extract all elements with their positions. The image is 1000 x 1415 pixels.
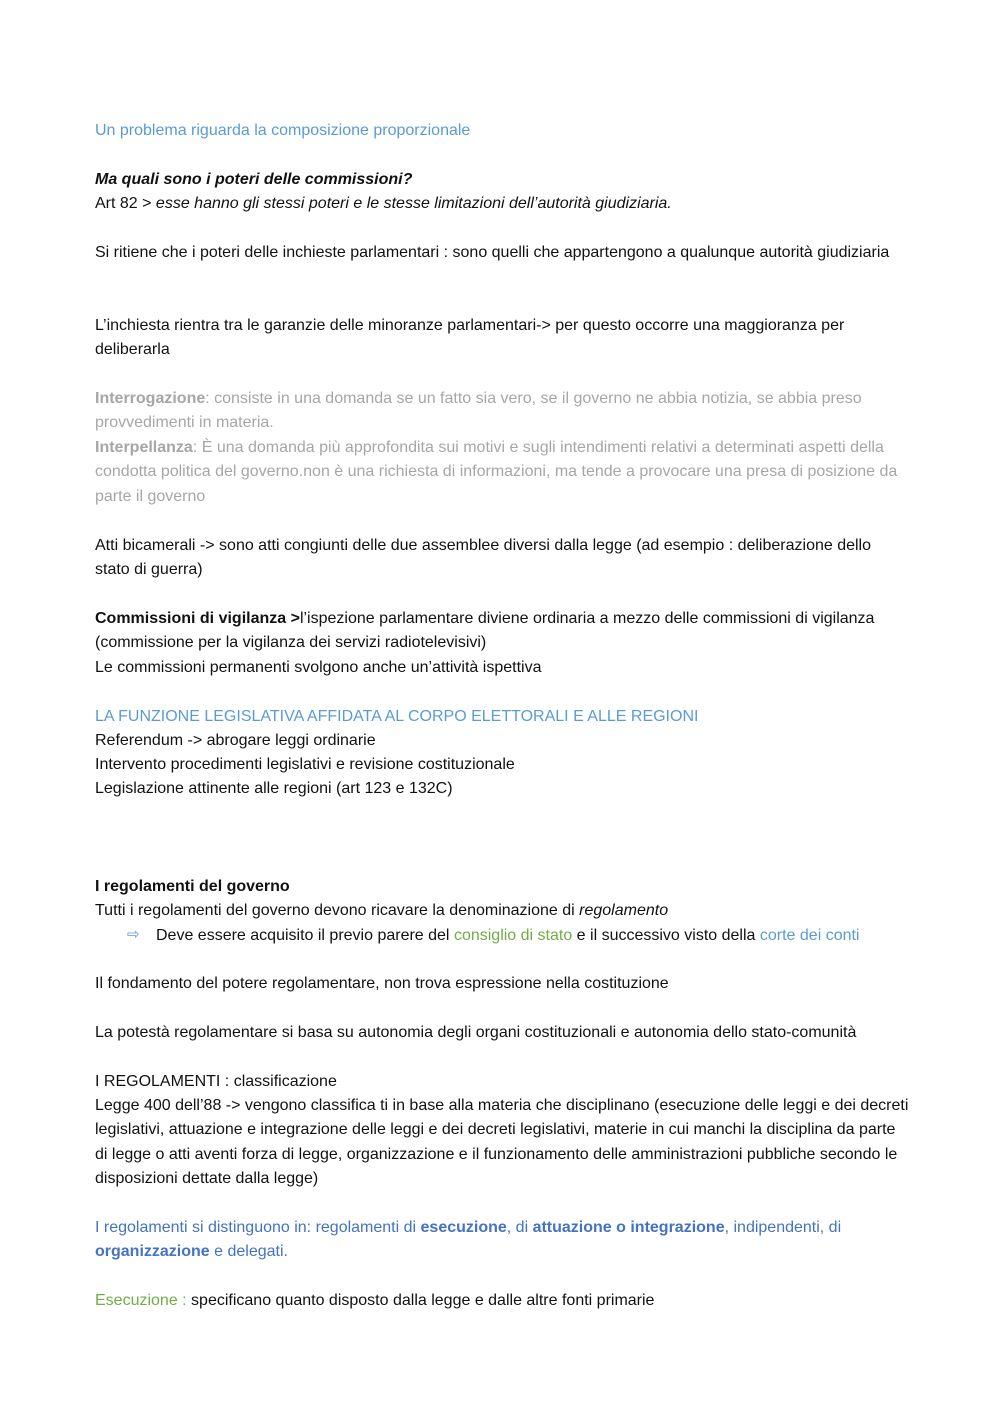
legislative-item: Referendum -> abrogare leggi ordinarie — [95, 732, 376, 749]
powers-question — [95, 168, 910, 192]
consiglio-di-stato-term: consiglio di stato — [453, 927, 573, 944]
foundation-paragraph: Il fondamento del potere regolamentare, non trova espressione nella costituzione — [95, 975, 669, 992]
legislative-function-heading: LA FUNZIONE LEGISLATIVA AFFIDATA AL CORPO ELETTORALI E ALLE REGIONI — [95, 708, 699, 725]
organizzazione-term: organizzazione — [95, 1243, 210, 1261]
interpellanza-term: Interpellanza — [95, 439, 193, 456]
permanent-commissions-line: Le commissioni permanenti svolgono anche un’attività ispettiva — [95, 659, 542, 676]
government-regulations-intro — [95, 899, 910, 923]
art-82-text: esse hanno gli stessi poteri e le stesse limitazioni dell’autorità giudiziaria. — [155, 195, 672, 212]
execution-text: specificano quanto disposto dalla legge e dalle altre fonti primarie — [186, 1292, 655, 1309]
legislative-item: Intervento procedimenti legislativi e revisione costituzionale — [95, 756, 515, 773]
bullet-part1: Deve essere acquisito il previo parere del — [156, 927, 454, 944]
execution-term: Esecuzione : — [95, 1292, 187, 1309]
interrogazione-paragraph — [95, 387, 910, 436]
distinction-prefix: I regolamenti si distinguono in: regolamenti di — [95, 1219, 421, 1236]
vigilance-term: Commissioni di vigilanza > — [95, 610, 300, 627]
interrogazione-text: : consiste in una domanda se un fatto sia vero, se il governo ne abbia notizia, se abbia preso provvedimenti in materia. — [95, 390, 862, 432]
distinction-suffix: e delegati. — [209, 1243, 288, 1261]
esecuzione-term: esecuzione — [420, 1219, 507, 1236]
distinction-sep2: , indipendenti, di — [724, 1219, 842, 1236]
interrogazione-term: Interrogazione — [95, 390, 206, 407]
autonomy-paragraph: La potestà regolamentare si basa su autonomia degli organi costituzionali e autonomia dello stato-comunità — [95, 1024, 857, 1041]
classification-heading: I REGOLAMENTI : classificazione — [95, 1073, 337, 1090]
attuazione-term: attuazione o integrazione — [532, 1219, 725, 1236]
distinction-paragraph — [95, 1216, 910, 1265]
heading-proportional: Un problema riguarda la composizione proporzionale — [95, 122, 471, 139]
interpellanza-paragraph — [95, 436, 910, 509]
intro-prefix: Tutti i regolamenti del governo devono ricavare la denominazione di — [95, 902, 580, 919]
distinction-sep1: , di — [506, 1219, 533, 1236]
interpellanza-text: : È una domanda più approfondita sui motivi e sugli intendimenti relativi a determinati aspetti della condotta politica del governo.non è una richiesta di informazioni, ma tende a provocare una presa di posizione da parte il governo — [95, 439, 898, 505]
inquiry-powers-paragraph: Si ritiene che i poteri delle inchieste parlamentari : sono quelli che appartengono a qualunque autorità giudiziaria — [95, 244, 890, 261]
law-400-paragraph: Legge 400 dell’88 -> vengono classifica ti in base alla materia che disciplinano (esecuzione delle leggi e dei decreti legislativi, attuazione e integrazione delle leggi e dei decreti legislativi, materie in cui manchi la disciplina da parte di legge o atti aventi forza di legge, organizzazione e il funzionamento delle amministrazioni pubbliche secondo le disposizioni dettate dalla legge) — [95, 1097, 909, 1188]
powers-question-text: Ma quali sono i poteri delle commissioni? — [95, 171, 413, 188]
government-regulations-heading: I regolamenti del governo — [95, 878, 290, 895]
art-82-prefix: Art 82 > — [95, 195, 156, 212]
legislative-item: Legislazione attinente alle regioni (art 123 e 132C) — [95, 780, 453, 797]
vigilance-text: l’ispezione parlamentare diviene ordinaria a mezzo delle commissioni di vigilanza (commissione per la vigilanza dei servizi radiotelevisivi) — [95, 610, 875, 652]
art-82-line — [95, 192, 910, 216]
bicameral-acts-paragraph: Atti bicamerali -> sono atti congiunti delle due assemblee diversi dalla legge (ad esempio : deliberazione dello stato di guerra) — [95, 537, 872, 579]
minority-guarantee-paragraph: L’inchiesta rientra tra le garanzie delle minoranze parlamentari-> per questo occorre una maggioranza per deliberarla — [95, 317, 845, 359]
execution-paragraph — [95, 1289, 910, 1313]
intro-term: regolamento — [579, 902, 669, 919]
bullet-part2: e il successivo visto della — [572, 927, 760, 944]
bullet-line — [156, 924, 916, 948]
corte-dei-conti-term: corte dei conti — [759, 927, 860, 944]
vigilance-paragraph — [95, 607, 910, 656]
arrow-right-icon: ⇨ — [127, 926, 140, 943]
